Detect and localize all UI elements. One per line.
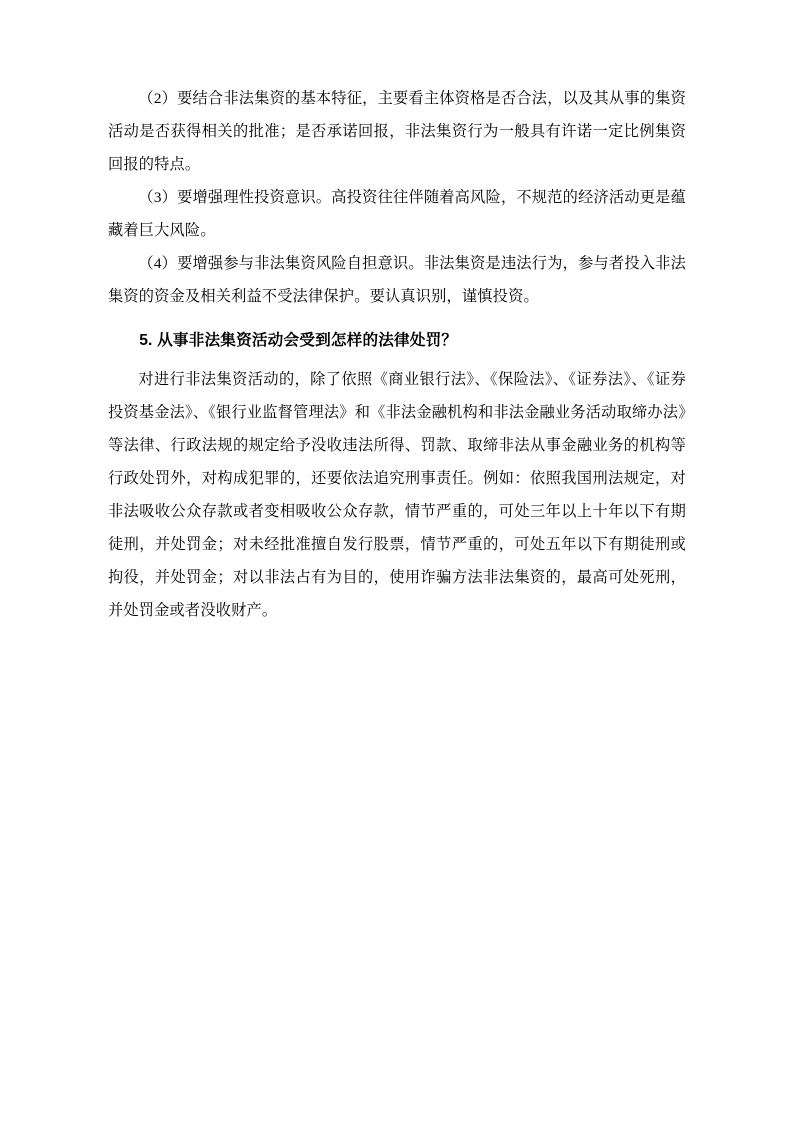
paragraph-item-3: （3）要增强理性投资意识。高投资往往伴随着高风险，不规范的经济活动更是蕴藏着巨大风险。 xyxy=(108,189,686,239)
page-content xyxy=(108,82,686,627)
paragraph-penalties: 对进行非法集资活动的，除了依照《商业银行法》、《保险法》、《证券法》、《证券投资基金法》、《银行业监督管理法》和《非法金融机构和非法金融业务活动取缔办法》等法律、行政法规的规定给予没收违法所得、罚款、取缔非法从事金融业务的机构等行政处罚外，对构成犯罪的，还要依法追究刑事责任。例如：依照我国刑法规定，对非法吸收公众存款或者变相吸收公众存款，情节严重的，可处三年以上十年以下有期徒刑，并处罚金；对未经批准擅自发行股票，情节严重的，可处五年以下有期徒刑或拘役，并处罚金；对以非法占有为目的，使用诈骗方法非法集资的，最高可处死刑，并处罚金或者没收财产。 xyxy=(108,371,686,619)
paragraph-item-2: （2）要结合非法集资的基本特征，主要看主体资格是否合法，以及其从事的集资活动是否获得相关的批准；是否承诺回报，非法集资行为一般具有许诺一定比例集资回报的特点。 xyxy=(108,90,686,173)
paragraph-group-top xyxy=(108,82,686,313)
paragraph-group-bottom xyxy=(108,363,686,627)
section-heading-5: 5. 从事非法集资活动会受到怎样的法律处罚？ xyxy=(139,332,458,349)
paragraph-item-4: （4）要增强参与非法集资风险自担意识。非法集资是违法行为，参与者投入非法集资的资金及相关利益不受法律保护。要认真识别，谨慎投资。 xyxy=(108,255,686,305)
